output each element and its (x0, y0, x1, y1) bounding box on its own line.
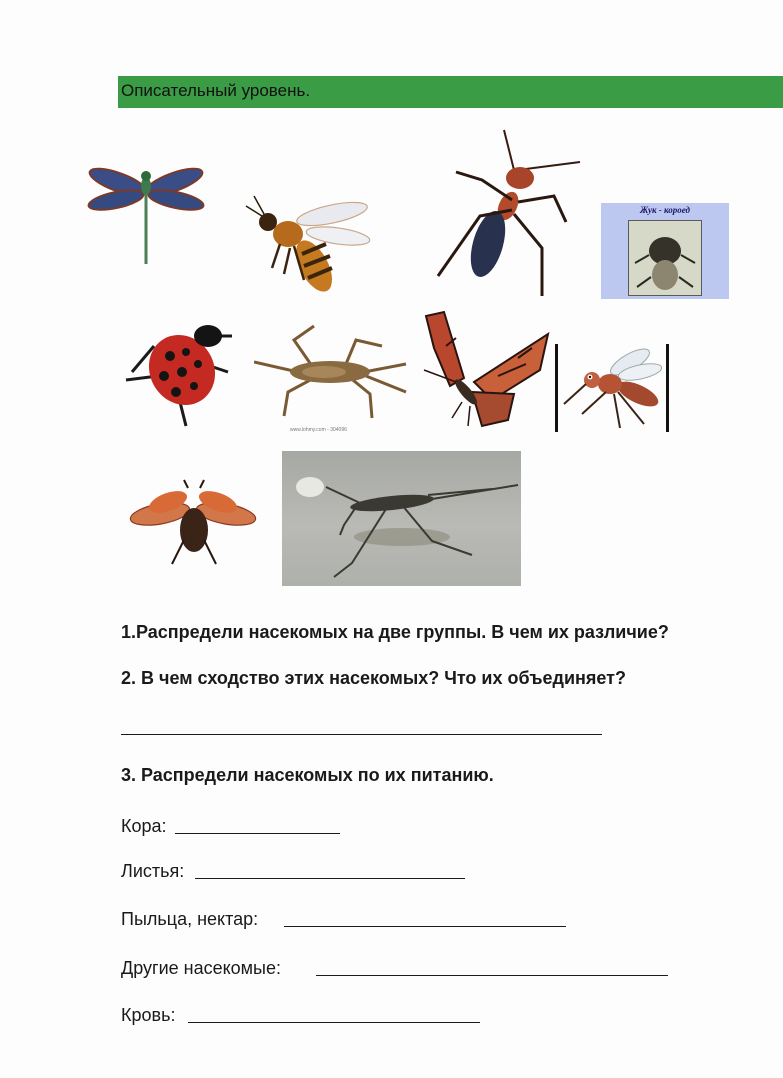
answer-line-pollen[interactable] (284, 926, 566, 927)
bee-image (232, 192, 372, 300)
question-1: 1.Распредели насекомых на две группы. В чем их различие? (121, 622, 669, 642)
bark-beetle-image (601, 203, 729, 299)
field-label-leaves: Листья: (121, 861, 185, 881)
answer-line-other-insects[interactable] (316, 975, 668, 976)
ladybug-image (124, 306, 236, 428)
cockchafer-image (128, 478, 260, 570)
bark-beetle-caption: Жук - короед (639, 205, 690, 215)
question-3: 3. Распредели насекомых по их питанию. (121, 765, 494, 785)
field-label-pollen: Пыльца, нектар: (121, 909, 259, 929)
answer-line-bark[interactable] (175, 833, 340, 834)
field-label-other-insects: Другие насекомые: (121, 958, 282, 978)
mosquito-image (560, 344, 664, 432)
section-header-bar (118, 76, 783, 108)
answer-line-leaves[interactable] (195, 878, 465, 879)
butterfly-image (422, 308, 554, 432)
bracket-left (555, 344, 558, 432)
field-label-blood: Кровь: (121, 1005, 176, 1025)
ant-image (432, 126, 584, 300)
question-2: 2. В чем сходство этих насекомых? Что их объединяет? (121, 668, 626, 688)
image-watermark: www.lohmy.com - 304096 (290, 427, 347, 433)
bracket-right (666, 344, 669, 432)
field-label-bark: Кора: (121, 816, 167, 836)
mole-cricket-image (254, 320, 408, 424)
section-title: Описательный уровень. (121, 81, 311, 100)
answer-line-2[interactable] (121, 734, 602, 735)
dragonfly-image (84, 160, 208, 266)
answer-line-blood[interactable] (188, 1022, 480, 1023)
water-strider-photo (282, 451, 521, 586)
